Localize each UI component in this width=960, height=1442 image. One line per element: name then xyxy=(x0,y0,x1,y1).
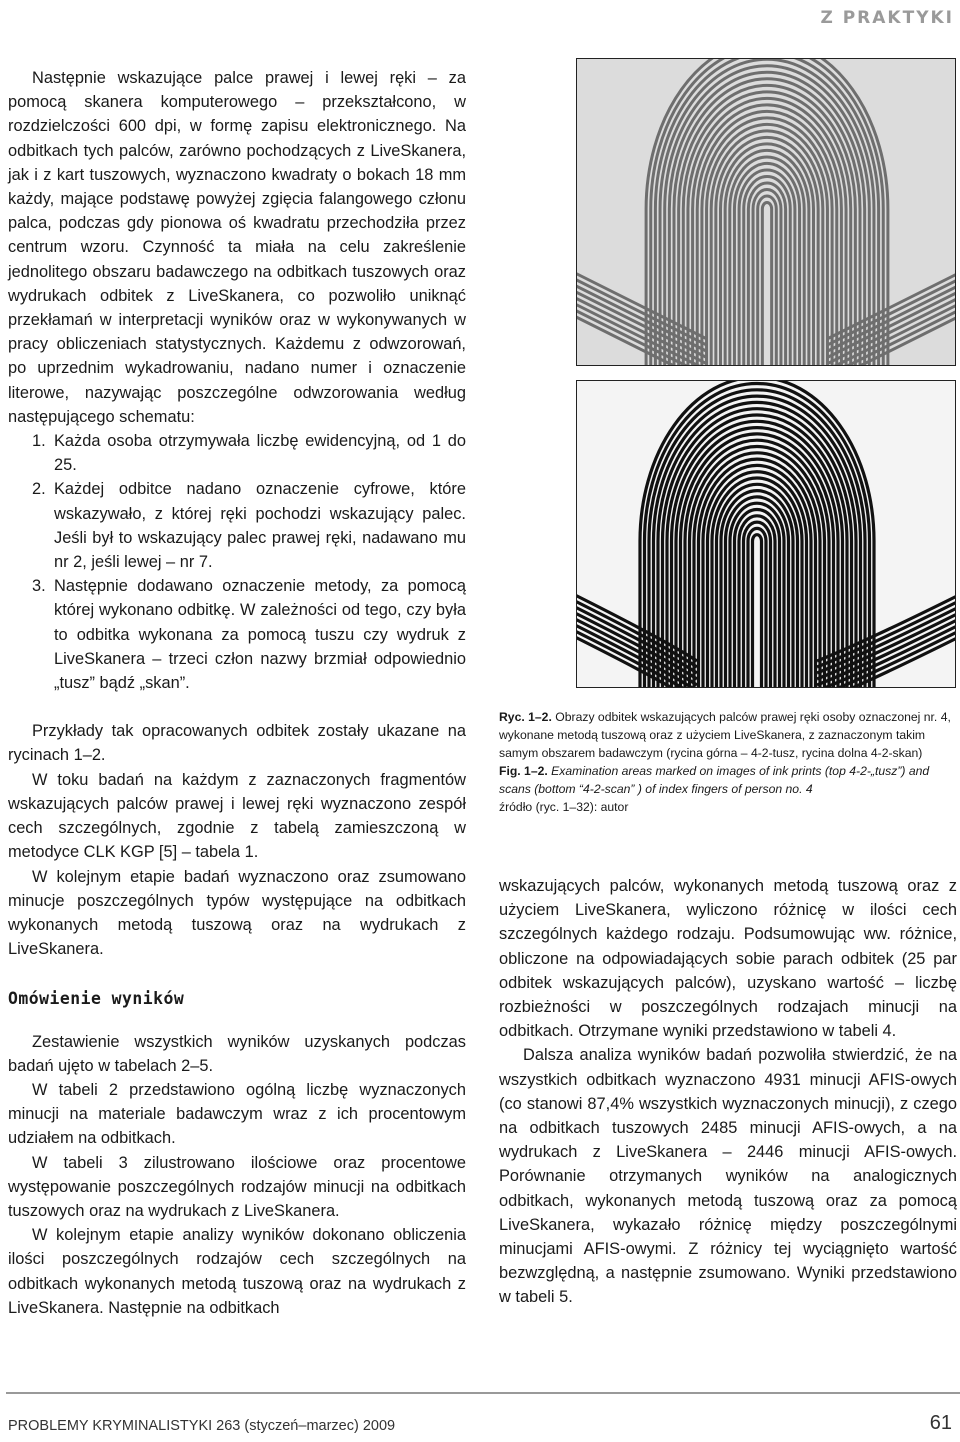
footer-journal: PROBLEMY KRYMINALISTYKI 263 (styczeń–marzec) 2009 xyxy=(8,1418,396,1434)
list-item xyxy=(8,429,466,477)
fingerprint-image-ink xyxy=(576,58,956,366)
paragraph: W toku badań na każdym z zaznaczonych fragmentów wskazujących palców prawej i lewej ręki wyznaczono zespół cech szczególnych, zgodnie z tabelą zamieszczoną w metodyce CLK KGP [5] – tabela 1. xyxy=(8,770,466,862)
fingerprint-image-scan xyxy=(576,380,956,688)
list-number: 3. xyxy=(32,577,46,596)
caption-text: Obrazy odbitek wskazujących palców prawej ręki osoby oznaczonej nr. 4, wykonane metodą tuszową oraz z użyciem LiveSkanera, z zaznaczonym takim samym obszarem badawczym (rycina górna – 4-2-tusz, rycina dolna 4-2-skan) xyxy=(499,710,951,760)
caption-label: Ryc. 1–2. xyxy=(499,710,552,724)
figure-fingerprints xyxy=(576,58,960,688)
list-text: Każdej odbitce nadano oznaczenie cyfrowe, które wskazywało, z której ręki pochodzi wskazujący palec. Jeśli był to wskazujący palec prawej ręki, nadawano mu nr 2, jeśli lewej – nr 7. xyxy=(54,480,466,572)
list-item xyxy=(8,574,466,695)
section-label: Z PRAKTYKI xyxy=(820,8,954,28)
paragraph: W kolejnym etapie badań wyznaczono oraz zsumowano minucje poszczególnych typów występujące na odbitkach wykonanych metodą tuszową oraz na wydrukach z LiveSkanera. xyxy=(8,867,466,959)
paragraph: Następnie wskazujące palce prawej i lewej ręki – za pomocą skanera komputerowego – przekształcono, w rozdzielczości 600 dpi, w formę zapisu elektronicznego. Na odbitkach tych palców, zarówno pochodzących z LiveSkanera, jak i z kart tuszowych, wyznaczono kwadraty o bokach 18 mm każdy, mające podstawę powyżej zgięcia falangowego członu palca, podczas gdy pionowa oś kwadratu przechodziła przez centrum wzoru. Czynność ta miała na celu zakreślenie jednolitego obszaru badawczego na odbitkach tuszowych oraz wydrukach odbitek z LiveSkanera, co pozwoliło uniknąć przekłamań w interpretacji wyników oraz w wykonywanych w pracy obliczeniach statystycznych. Każdemu z odwzorowań, po uprzednim wykadrowaniu, nadano numer i oznaczenie literowe, nazywając poszczególne odwzorowania według następującego schematu: xyxy=(8,69,466,426)
caption-english xyxy=(499,762,959,798)
section-heading: Omówienie wyników xyxy=(8,989,185,1009)
left-column xyxy=(8,66,466,1320)
list-number: 2. xyxy=(32,480,46,499)
list-text: Każda osoba otrzymywała liczbę ewidencyjną, od 1 do 25. xyxy=(54,432,466,475)
right-column xyxy=(499,874,957,1310)
paragraph: W tabeli 2 przedstawiono ogólną liczbę wyznaczonych minucji na materiale badawczym wraz z ich procentowym udziałem na odbitkach. xyxy=(8,1080,466,1148)
caption-label: Fig. 1–2. xyxy=(499,764,548,778)
list-item xyxy=(8,477,466,574)
list-number: 1. xyxy=(32,432,46,451)
page-number: 61 xyxy=(929,1412,952,1434)
paragraph: wskazujących palców, wykonanych metodą tuszową oraz z użyciem LiveSkanera, wyliczono różnicę w ilości cech szczególnych każdego rodzaju. Podsumowując ww. różnice, obliczone na odpowiadających sobie parach odbitek (25 par odbitek wskazujących palców), uzyskano wartość – liczbę rozbieżności w poszczególnych rodzajach minucji na odbitkach. Otrzymane wyniki przedstawiono w tabeli 4. xyxy=(499,877,957,1041)
figure-caption xyxy=(499,708,959,816)
list-text: Następnie dodawano oznaczenie metody, za pomocą której wykonano odbitkę. W zależności od tego, czy była to odbitka wykonana za pomocą tuszu czy wydruk z LiveSkanera – trzeci człon nazwy brzmiał odpowiednio „tusz” bądź „skan”. xyxy=(54,577,466,693)
caption-polish xyxy=(499,708,959,762)
paragraph: W tabeli 3 zilustrowano ilościowe oraz procentowe występowanie poszczególnych rodzajów minucji na odbitkach tuszowych oraz na wydrukach z LiveSkanera. xyxy=(8,1153,466,1220)
paragraph: Przykłady tak opracowanych odbitek zostały ukazane na rycinach 1–2. xyxy=(8,722,466,765)
paragraph: W kolejnym etapie analizy wyników dokonano obliczenia ilości poszczególnych rodzajów cech szczególnych na odbitkach wykonanych metodą tuszową oraz na wydrukach z LiveSkanera. Następnie na odbitkach xyxy=(8,1226,466,1317)
caption-source: źródło (ryc. 1–32): autor xyxy=(499,800,629,814)
numbered-list xyxy=(8,429,466,695)
caption-text: Examination areas marked on images of ink prints (top 4-2-„tusz”) and scans (bottom “4-2-scan” ) of index fingers of person no. 4 xyxy=(499,764,930,796)
paragraph: Dalsza analiza wyników badań pozwoliła stwierdzić, że na wszystkich odbitkach wyznaczono 4931 minucji AFIS-owych (co stanowi 87,4% wszystkich wyznaczonych minucji), z czego na odbitkach tuszowych 2485 minucji AFIS-owych, a na wydrukach z LiveSkanera – 2446 minucji AFIS-owych. Porównanie otrzymanych wyników na analogicznych odbitkach, wykonanych metodą tuszową oraz za pomocą LiveSkanera, wykazało różnicę między poszczególnymi minucjami AFIS-owymi. Z różnicy tej wyciągnięto wartość bezwzględną, a następnie zsumowano. Wyniki przedstawiono w tabeli 5. xyxy=(499,1046,957,1307)
paragraph: Zestawienie wszystkich wyników uzyskanych podczas badań ujęto w tabelach 2–5. xyxy=(8,1032,466,1075)
footer-divider xyxy=(6,1392,960,1394)
